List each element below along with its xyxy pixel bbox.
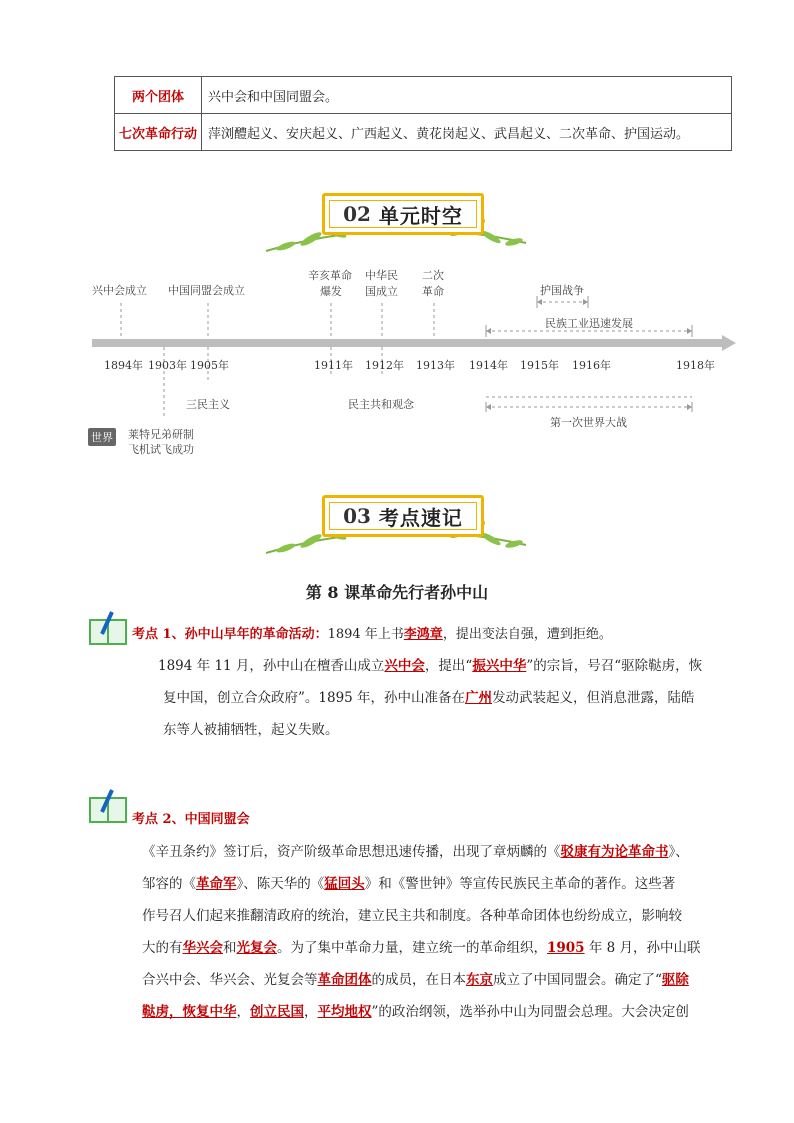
- table-key: 七次革命行动: [115, 114, 202, 151]
- year-label: 1911年: [314, 359, 353, 372]
- year-label: 1905年: [190, 359, 229, 372]
- timeline-arrow-icon: [722, 335, 736, 351]
- year-label: 1916年: [572, 359, 611, 372]
- year-label: 1903年: [148, 359, 187, 372]
- paragraph-line: 作号召人们起来推翻清政府的统治，建立民主共和制度。各种革命团体也纷纷成立，影响较: [142, 908, 682, 924]
- year-label: 1894年: [104, 359, 143, 372]
- event-ww1: 第一次世界大战: [550, 416, 627, 429]
- year-label: 1913年: [416, 359, 455, 372]
- lesson-title: 第 8 课革命先行者孙中山: [305, 583, 489, 602]
- year-label: 1914年: [469, 359, 508, 372]
- event-huguo: 护国战争: [540, 284, 584, 297]
- section-number: 02: [343, 202, 371, 226]
- paragraph: 1894 年 11 月，孙中山在檀香山成立兴中会，提出“振兴中华”的宗旨，号召“驱除鞑虏，恢: [158, 658, 703, 674]
- key-point-2: [132, 808, 250, 827]
- section-title: 单元时空: [378, 203, 463, 228]
- event-erci-line1: 二次: [422, 269, 444, 282]
- event-xinhai-line2: 爆发: [320, 285, 342, 298]
- event-erci-line2: 革命: [422, 285, 444, 298]
- event-zhonghua-line1: 中华民: [365, 269, 398, 282]
- event-xingzhonghui: 兴中会成立: [92, 284, 147, 297]
- table-value: 兴中会和中国同盟会。: [202, 77, 732, 114]
- year-label: 1915年: [520, 359, 559, 372]
- year-label: 1912年: [365, 359, 404, 372]
- year-label: 1918年: [676, 359, 715, 372]
- book-icon: [88, 788, 132, 826]
- paragraph-line: 大的有华兴会和光复会。为了集中革命力量，建立统一的革命组织，1905 年 8 月，孙中山联: [142, 940, 701, 956]
- paragraph-line: 邹容的《革命军》、陈天华的《猛回头》和《警世钟》等宣传民族民主革命的著作。这些著: [142, 876, 676, 892]
- book-icon: [88, 610, 132, 648]
- event-zhonghua-line2: 国成立: [365, 285, 398, 298]
- event-xinhai-line1: 辛亥革命: [308, 269, 352, 282]
- key-point-label: 考点 1、孙中山早年的革命活动：: [132, 627, 328, 642]
- key-point-1: 考点 1、孙中山早年的革命活动：1894 年上书李鸿章，提出变法自强，遭到拒绝。: [132, 627, 612, 642]
- world-event-line2: 飞机试飞成功: [128, 443, 194, 456]
- paragraph-line: 合兴中会、华兴会、光复会等革命团体的成员，在日本东京成立了中国同盟会。确定了“驱除: [142, 972, 689, 988]
- paragraph-line: 鞑虏，恢复中华，创立民国，平均地权”的政治纲领，选举孙中山为同盟会总理。大会决定创: [142, 1004, 689, 1020]
- paragraph-line: 《辛丑条约》签订后，资产阶级革命思想迅速传播，出现了章炳麟的《驳康有为论革命书》、: [142, 844, 689, 860]
- event-industry: 民族工业迅速发展: [545, 317, 633, 330]
- section-title: 考点速记: [378, 505, 463, 530]
- timeline-axis: [92, 339, 722, 347]
- world-badge: 世界: [88, 428, 116, 446]
- world-event-line1: 莱特兄弟研制: [128, 428, 194, 441]
- table-value: 萍浏醴起义、安庆起义、广西起义、黄花岗起义、武昌起义、二次革命、护国运动。: [202, 114, 732, 151]
- paragraph-line: 东等人被捕牺牲，起义失败。: [163, 722, 339, 738]
- event-tongmenghui: 中国同盟会成立: [168, 284, 245, 297]
- section-number: 03: [343, 504, 371, 528]
- key-point-label: 考点 2、中国同盟会: [132, 812, 250, 827]
- event-sanmin: 三民主义: [186, 398, 230, 411]
- table-key: 两个团体: [115, 77, 202, 114]
- event-minzhu: 民主共和观念: [348, 398, 414, 411]
- paragraph-line: 复中国，创立合众政府”。1895 年，孙中山准备在广州发动武装起义，但消息泄露，陆皓: [163, 690, 695, 706]
- section-banner-03: [256, 495, 536, 565]
